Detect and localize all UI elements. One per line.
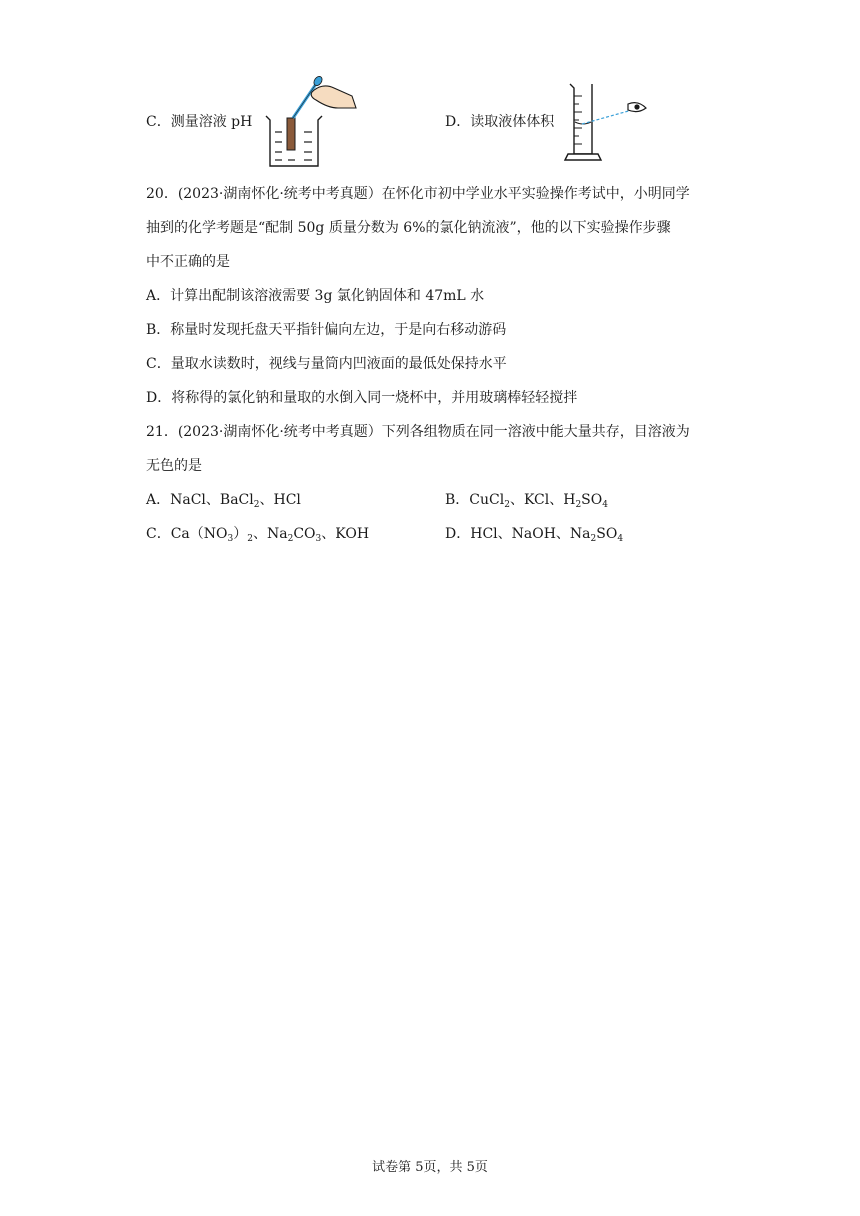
q20-option-b: B．称量时发现托盘天平指针偏向左边，于是向右移动游码 [146,322,507,338]
q21-option-b: B．CuCl$_2$、KCl、$H_2SO_4$ [445,492,608,510]
q21-stem-line2: 无色的是 [146,458,202,474]
option-text: 读取液体体积 [470,114,555,130]
q19-option-c [146,112,252,132]
q20-option-d: D．将称得的氯化钠和量取的水倒入同一烧杯中，并用玻璃棒轻轻搅拌 [146,390,578,406]
option-letter: D． [445,114,471,130]
q21-option-d: D．HCl、NaOH、$Na_2SO_4$ [445,526,624,544]
eye-icon [628,103,646,112]
q21-stem-line1: 21．(2023·湖南怀化·统考中考真题）下列各组物质在同一溶液中能大量共存，目溶液为 [146,424,690,440]
sight-line [582,110,632,124]
ph-strip-icon [287,118,295,150]
ph-measure-figure [260,74,360,170]
hand-icon [311,86,356,108]
q20-stem-line1: 20．(2023·湖南怀化·统考中考真题）在怀化市初中学业水平实验操作考试中，小明同学 [146,186,690,202]
q20-stem-line3: 中不正确的是 [146,254,230,270]
q20-stem-line2: 抽到的化学考题是“配制 50g 质量分数为 6%的氯化钠流液”，他的以下实验操作步骤 [146,220,671,236]
page-footer: 试卷第 5页，共 5页 [372,1160,488,1175]
graduated-cylinder-icon [565,84,601,160]
q21-option-c: C．$Ca(NO_3)_2$、$Na_2CO_3$、KOH [146,526,370,544]
q19-option-d [445,112,554,132]
read-volume-figure [562,80,654,164]
q21-option-a: A．NaCl、BaCl$_2$、HCl [146,492,301,510]
option-letter: C． [146,114,171,130]
option-text: 测量溶液 pH [170,114,253,130]
q20-option-a: A．计算出配制该溶液需要 3g 氯化钠固体和 47mL 水 [146,288,485,304]
q20-option-c: C．量取水读数时，视线与量筒内凹液面的最低处保持水平 [146,356,507,372]
